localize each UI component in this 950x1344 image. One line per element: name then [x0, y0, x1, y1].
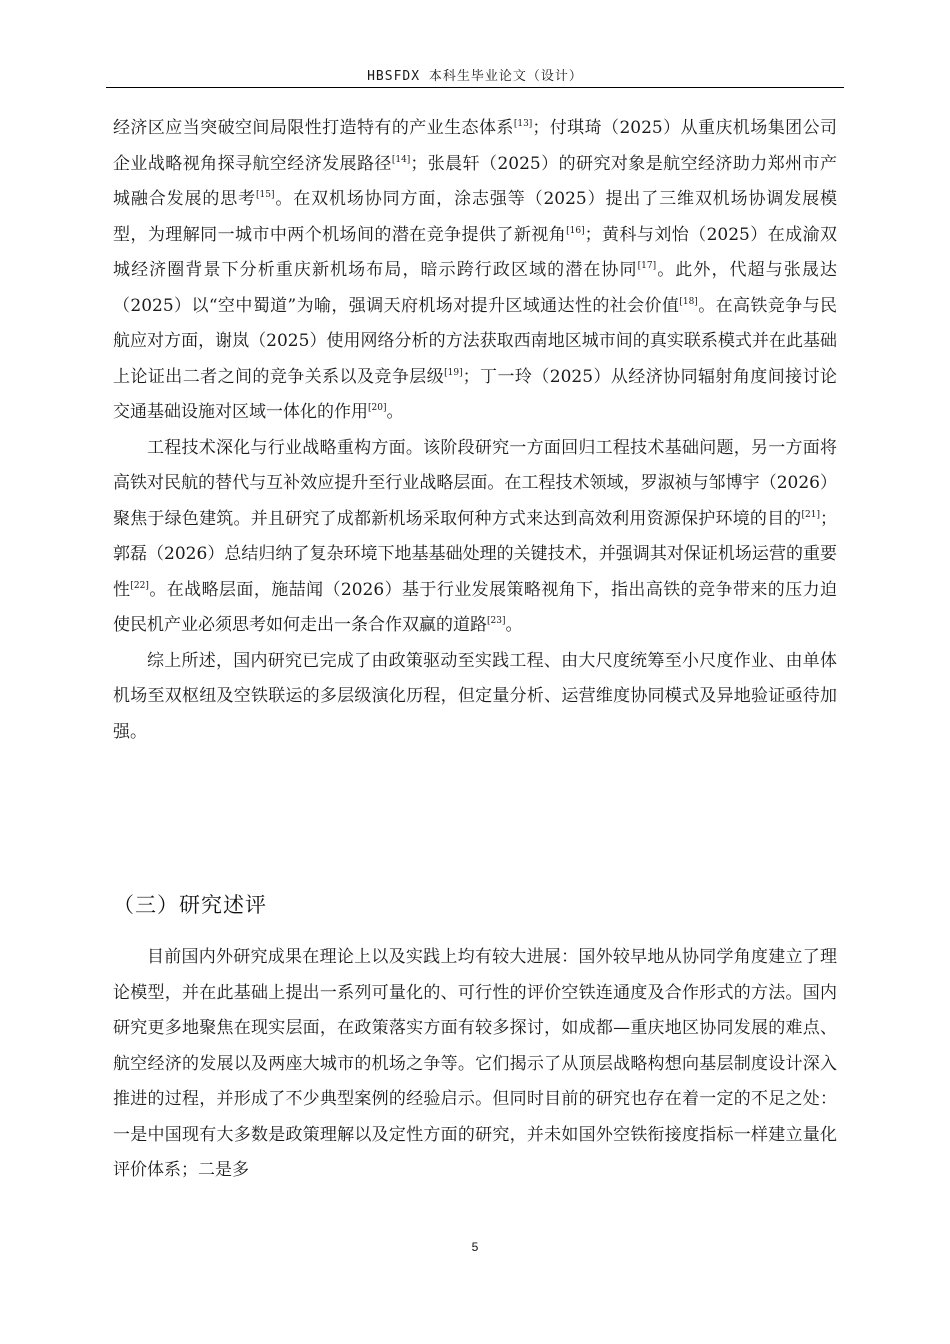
paragraph-text: 。在战略层面，施喆闻（2026）基于行业发展策略视角下，指出高铁的竞争带来的压力迫使民机产业必须思考如何走出一条合作双赢的道路 — [113, 579, 838, 635]
page-number: 5 — [471, 1240, 479, 1254]
paragraph-text: ；丁一玲（2025）从经济协同辐射角度间接讨论交通基础设施对区域一体化的作用 — [113, 366, 837, 422]
body-paragraph — [113, 431, 837, 644]
paragraph-text: 。在高铁竞争与民航应对方面，谢岚（2025）使用网络分析的方法获取西南地区城市间的真实联系模式并在此基础上论证出二者之间的竞争关系以及竞争层级 — [113, 295, 837, 387]
paragraph-text: ；张晨轩（2025）的研究对象是航空经济助力郑州市产城融合发展的思考 — [113, 153, 837, 209]
citation-marker: [13] — [513, 119, 533, 129]
paragraph-text: ；付琪琦（2025）从重庆机场集团公司企业战略视角探寻航空经济发展路径 — [113, 118, 838, 174]
section-heading: （三）研究述评 — [113, 893, 267, 917]
body-paragraph: 目前国内外研究成果在理论上以及实践上均有较大进展：国外较早地从协同学角度建立了理论模型，并在此基础上提出一系列可量化的、可行性的评价空铁连通度及合作形式的方法。国内研究更多地聚焦在现实层面，在政策落实方面有较多探讨，如成都—重庆地区协同发展的难点、航空经济的发展以及两座大城市的机场之争等。它们揭示了从顶层战略构想向基层制度设计深入推进的过程，并形成了不少典型案例的经验启示。但同时目前的研究也存在着一定的不足之处：一是中国现有大多数是政策理解以及定性方面的研究，并未如国外空铁衔接度指标一样建立量化评价体系；二是多 — [113, 947, 837, 1180]
citation-marker: [22] — [130, 580, 149, 591]
paragraph-text: 。在双机场协同方面，涂志强等（2025）提出了三维双机场协调发展模型，为理解同一城市中两个机场间的潜在竞争提供了新视角 — [113, 189, 837, 245]
body-paragraph — [113, 111, 837, 431]
section-body-text — [113, 940, 837, 1189]
citation-marker: [19] — [444, 367, 463, 378]
paragraph-text: 。 — [505, 615, 523, 635]
body-text-block — [113, 111, 837, 750]
citation-marker: [14] — [391, 154, 411, 165]
body-paragraph — [113, 644, 837, 751]
citation-marker: [15] — [256, 190, 275, 200]
header-divider — [106, 87, 844, 88]
running-header: HBSFDX 本科生毕业论文（设计） — [367, 69, 583, 84]
paragraph-text: 经济区应当突破空间局限性打造特有的产业生态体系 — [113, 118, 514, 138]
citation-marker: [16] — [566, 225, 585, 236]
citation-marker: [17] — [637, 261, 657, 271]
citation-marker: [18] — [679, 296, 698, 307]
paragraph-text: 。 — [386, 402, 404, 422]
citation-marker: [20] — [368, 403, 387, 413]
citation-marker: [21] — [801, 509, 820, 520]
paragraph-text: 。此外，代超与张晟达（2025）以“空中蜀道”为喻，强调天府机场对提升区域通达性的社会价值 — [113, 260, 838, 316]
citation-marker: [23] — [487, 616, 506, 626]
paragraph-text: 综上所述，国内研究已完成了由政策驱动至实践工程、由大尺度统筹至小尺度作业、由单体机场至双枢纽及空铁联运的多层级演化历程，但定量分析、运营维度协同模式及异地验证亟待加强。 — [113, 650, 837, 742]
paragraph-text: 工程技术深化与行业战略重构方面。该阶段研究一方面回归工程技术基础问题，另一方面将高铁对民航的替代与互补效应提升至行业战略层面。在工程技术领域，罗淑祯与邹博宇（2026）聚焦于绿色建筑。并且研究了成都新机场采取何种方式来达到高效利用资源保护环境的目的 — [113, 437, 837, 529]
paragraph-text: ；黄科与刘怡（2025）在成渝双城经济圈背景下分析重庆新机场布局，暗示跨行政区域的潜在协同 — [113, 224, 838, 280]
paragraph-text: ；郭磊（2026）总结归纳了复杂环境下地基基础处理的关键技术，并强调其对保证机场运营的重要性 — [113, 508, 837, 600]
